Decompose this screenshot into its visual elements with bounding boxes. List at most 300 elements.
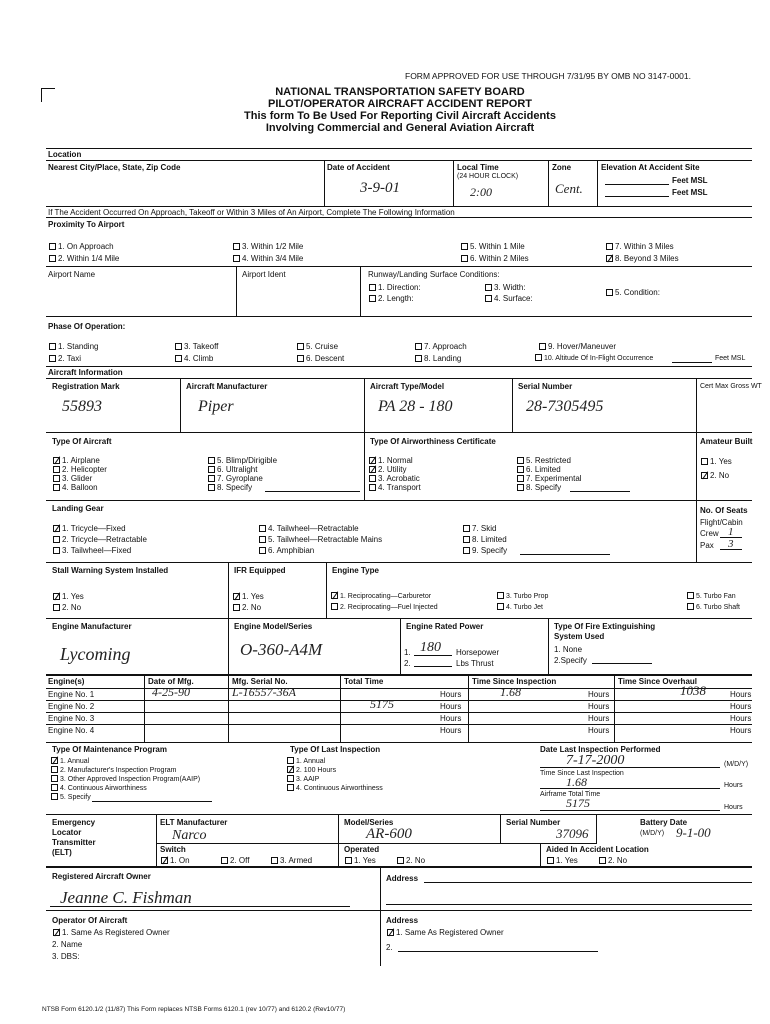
runway-width[interactable]: [484, 283, 526, 292]
airworthiness-2-label: 2. Utility: [378, 465, 407, 474]
divider: [540, 843, 541, 866]
runway-width-label: 3. Width:: [494, 283, 526, 292]
gear-6[interactable]: [258, 546, 314, 555]
proximity-option-3[interactable]: [232, 242, 303, 251]
operated-yes-label: 1. Yes: [354, 856, 376, 865]
rule: [46, 674, 752, 676]
operated-no[interactable]: [396, 856, 425, 865]
maint-1[interactable]: [50, 757, 89, 766]
engine-type-4-label: 4. Turbo Jet: [506, 604, 543, 611]
checkbox-icon: [497, 603, 504, 610]
amateur-yes[interactable]: [700, 457, 732, 466]
aircraft-type-3[interactable]: [52, 474, 92, 483]
maint-3-label: 3. Other Approved Inspection Program(AAIP): [60, 776, 201, 783]
local-time-value[interactable]: 2:00: [470, 185, 492, 199]
aircraft-type-5[interactable]: [207, 456, 277, 465]
gear-4[interactable]: [258, 524, 359, 533]
rule: [424, 882, 752, 883]
engine-1-insp[interactable]: 1.68: [500, 685, 521, 699]
checkbox-checked-icon: [387, 929, 394, 936]
checkbox-checked-icon: [161, 857, 168, 864]
checkbox-icon: [49, 343, 56, 350]
aided-no-label: 2. No: [608, 856, 628, 865]
feet-msl-2: Feet MSL: [672, 188, 708, 197]
aircraft-type-3-label: 3. Glider: [62, 474, 93, 483]
phase-option-7[interactable]: [414, 342, 467, 351]
date-last-inspection-value[interactable]: 7-17-2000: [566, 753, 625, 768]
phase-option-4-label: 4. Climb: [184, 354, 214, 363]
rule: [46, 266, 752, 267]
rule: [265, 491, 360, 492]
engine-row-4: Engine No. 4: [48, 726, 95, 735]
checkbox-checked-icon: [287, 766, 294, 773]
aided-yes[interactable]: [546, 856, 578, 865]
rule: [605, 184, 669, 185]
engine-type-3[interactable]: [496, 592, 548, 601]
airport-name-label: Airport Name: [48, 270, 96, 279]
checkbox-icon: [701, 458, 708, 465]
phase-option-10[interactable]: [534, 354, 653, 363]
fire-ext-label-1: Type Of Fire Extinguishing: [554, 622, 656, 631]
amateur-built-label: Amateur Built: [700, 437, 753, 446]
checkbox-checked-icon: [331, 592, 338, 599]
proximity-option-1[interactable]: [48, 242, 114, 251]
checkbox-icon: [53, 547, 60, 554]
aircraft-type-2-label: 2. Helicopter: [62, 465, 107, 474]
proximity-option-5-label: 5. Within 1 Mile: [470, 242, 525, 251]
engine-type-6-label: 6. Turbo Shaft: [696, 604, 740, 611]
proximity-option-1-label: 1. On Approach: [58, 242, 114, 251]
corner-mark: [41, 88, 42, 102]
phase-option-10-label: 10. Altitude Of In-Flight Occurrence: [544, 355, 654, 362]
airport-ident-label: Airport Ident: [242, 270, 286, 279]
phase-option-4[interactable]: [174, 354, 213, 363]
phase-option-3[interactable]: [174, 342, 218, 351]
airworthiness-7-label: 7. Experimental: [526, 474, 582, 483]
form-approved-notice: FORM APPROVED FOR USE THROUGH 7/31/95 BY OMB NO 3147-0001.: [405, 71, 691, 81]
phase-option-1[interactable]: [48, 342, 98, 351]
switch-off[interactable]: [220, 856, 249, 865]
hours-2b: Hours: [588, 702, 610, 711]
battery-date-label: Battery Date: [640, 818, 688, 827]
engine-1-serial[interactable]: L-16557-36A: [232, 685, 296, 699]
checkbox-icon: [415, 343, 422, 350]
airworthiness-1[interactable]: [368, 456, 413, 465]
power-index-1: 1.: [404, 648, 411, 657]
phase-option-9-label: 9. Hover/Maneuver: [548, 342, 617, 351]
checkbox-icon: [687, 592, 694, 599]
rule: [672, 362, 712, 363]
proximity-option-7[interactable]: [605, 242, 674, 251]
time-since-inspection-header: Time Since Inspection: [472, 677, 557, 686]
phase-option-2-label: 2. Taxi: [58, 354, 81, 363]
fire-ext-none[interactable]: 1. None: [554, 645, 583, 654]
elt-label-4: (ELT): [52, 848, 72, 857]
elt-label-3: Transmitter: [52, 838, 96, 847]
elt-serial-label: Serial Number: [506, 818, 561, 827]
crew-label: Crew: [700, 529, 719, 538]
rule: [50, 906, 350, 907]
checkbox-icon: [547, 857, 554, 864]
serial-number-value[interactable]: 28-7305495: [526, 398, 604, 415]
airworthiness-8[interactable]: [516, 483, 561, 492]
checkbox-icon: [221, 857, 228, 864]
time-since-last-inspection-value[interactable]: 1.68: [566, 775, 587, 789]
airworthiness-2[interactable]: [368, 465, 406, 474]
engine-type-6[interactable]: [686, 603, 740, 612]
checkbox-icon: [233, 604, 240, 611]
form-footer: NTSB Form 6120.1/2 (11/87) This Form replaces NTSB Forms 6120.1 (rev 10/77) and 6120.2 (Rev10/77): [42, 1006, 346, 1013]
engine-type-2[interactable]: [330, 603, 438, 612]
registered-owner-value[interactable]: Jeanne C. Fishman: [60, 888, 192, 907]
checkbox-checked-icon: [701, 472, 708, 479]
airworthiness-1-label: 1. Normal: [378, 456, 413, 465]
runway-direction[interactable]: [368, 283, 421, 292]
owner-address-label: Address: [386, 874, 419, 883]
airframe-total-label: Airframe Total Time: [540, 791, 601, 798]
checkbox-icon: [517, 457, 524, 464]
divider: [364, 378, 365, 432]
seats-sub: Flight/Cabin: [700, 518, 743, 527]
aircraft-manufacturer-value[interactable]: Piper: [198, 398, 234, 415]
last-insp-4[interactable]: [286, 784, 383, 793]
maintenance-program-label: Type Of Maintenance Program: [52, 745, 167, 754]
airframe-total-value[interactable]: 5175: [566, 796, 590, 810]
date-of-accident-value[interactable]: 3-9-01: [360, 180, 400, 196]
checkbox-icon: [606, 289, 613, 296]
elt-model-label: Model/Series: [344, 818, 394, 827]
time-since-last-inspection-label: Time Since Last Inspection: [540, 770, 624, 777]
rule: [46, 618, 752, 619]
ifr-yes-label: 1. Yes: [242, 592, 264, 601]
aircraft-type-6-label: 6. Ultralight: [217, 465, 258, 474]
airworthiness-5-label: 5. Restricted: [526, 456, 571, 465]
divider: [380, 910, 381, 966]
checkbox-icon: [461, 255, 468, 262]
checkbox-icon: [369, 295, 376, 302]
operated-yes[interactable]: [344, 856, 376, 865]
rule: [605, 196, 669, 197]
checkbox-icon: [49, 355, 56, 362]
rule: [398, 951, 598, 952]
stall-no[interactable]: [52, 603, 81, 612]
maint-1-label: 1. Annual: [60, 758, 90, 765]
checkbox-icon: [53, 466, 60, 473]
proximity-option-7-label: 7. Within 3 Miles: [615, 242, 674, 251]
gear-9[interactable]: [462, 546, 507, 555]
operator-dbs[interactable]: 3. DBS:: [52, 952, 80, 961]
aircraft-type-1[interactable]: [52, 456, 100, 465]
gear-2[interactable]: [52, 535, 147, 544]
aircraft-type-6[interactable]: [207, 465, 257, 474]
runway-length[interactable]: [368, 294, 414, 303]
seats-label: No. Of Seats: [700, 506, 748, 515]
checkbox-icon: [208, 457, 215, 464]
checkbox-icon: [49, 255, 56, 262]
checkbox-icon: [485, 284, 492, 291]
checkbox-icon: [175, 343, 182, 350]
aircraft-model-value[interactable]: PA 28 - 180: [378, 398, 453, 415]
pax-value[interactable]: 3: [728, 538, 734, 550]
hours-2c: Hours: [730, 702, 752, 711]
ifr-yes[interactable]: [232, 592, 264, 601]
stall-yes[interactable]: [52, 592, 84, 601]
divider: [548, 618, 549, 674]
stall-no-label: 2. No: [62, 603, 82, 612]
checkbox-icon: [53, 604, 60, 611]
rule: [540, 767, 720, 768]
registration-label: Registration Mark: [52, 382, 120, 391]
operator-same[interactable]: [52, 928, 170, 937]
runway-surface[interactable]: [484, 294, 533, 303]
elt-label-2: Locator: [52, 828, 82, 837]
divider: [338, 814, 339, 866]
gear-1[interactable]: [52, 524, 126, 533]
phase-feet-msl: Feet MSL: [715, 355, 746, 362]
hours-4c: Hours: [730, 726, 752, 735]
runway-label: Runway/Landing Surface Conditions:: [368, 270, 500, 279]
divider: [500, 814, 501, 844]
rule: [46, 432, 752, 433]
aircraft-type-4[interactable]: [52, 483, 98, 492]
airworthiness-4[interactable]: [368, 483, 421, 492]
checkbox-icon: [599, 857, 606, 864]
maint-3[interactable]: [50, 775, 200, 784]
hours-airframe-label: Hours: [724, 804, 743, 811]
local-time-sub: (24 HOUR CLOCK): [457, 173, 519, 180]
switch-on[interactable]: [160, 856, 190, 865]
last-insp-2[interactable]: [286, 766, 336, 775]
engine-1-date[interactable]: 4-25-90: [152, 685, 190, 699]
phase-option-5[interactable]: [296, 342, 338, 351]
checkbox-checked-icon: [53, 525, 60, 532]
engine-type-5-label: 5. Turbo Fan: [696, 593, 736, 600]
checkbox-icon: [606, 243, 613, 250]
rule: [46, 562, 752, 563]
checkbox-icon: [233, 255, 240, 262]
gear-4-label: 4. Tailwheel—Retractable: [268, 524, 359, 533]
hours-2a: Hours: [440, 702, 462, 711]
rule: [520, 554, 610, 555]
checkbox-icon: [687, 603, 694, 610]
engines-header: Engine(s): [48, 677, 85, 686]
phase-option-6-label: 6. Descent: [306, 354, 345, 363]
divider: [597, 160, 598, 206]
checkbox-icon: [53, 484, 60, 491]
proximity-option-4[interactable]: [232, 254, 303, 263]
proximity-option-6-label: 6. Within 2 Miles: [470, 254, 529, 263]
gear-8[interactable]: [462, 535, 507, 544]
checkbox-icon: [51, 766, 58, 773]
phase-option-9[interactable]: [538, 342, 616, 351]
checkbox-icon: [287, 784, 294, 791]
proximity-option-5[interactable]: [460, 242, 525, 251]
rule: [46, 712, 752, 713]
engine-manufacturer-label: Engine Manufacturer: [52, 622, 132, 631]
section-aircraft: Aircraft Information: [48, 368, 123, 377]
checkbox-icon: [297, 355, 304, 362]
aircraft-type-7[interactable]: [207, 474, 263, 483]
phase-option-8[interactable]: [414, 354, 461, 363]
elt-manufacturer-value[interactable]: Narco: [172, 828, 207, 843]
switch-label: Switch: [160, 845, 186, 854]
proximity-option-3-label: 3. Within 1/2 Mile: [242, 242, 304, 251]
rule: [386, 904, 752, 905]
engine-type-3-label: 3. Turbo Prop: [506, 593, 549, 600]
maint-4-label: 4. Continuous Airworthiness: [60, 785, 147, 792]
maint-5[interactable]: [50, 793, 91, 802]
airworthiness-6[interactable]: [516, 465, 561, 474]
title-line-3: This form To Be Used For Reporting Civil Aircraft Accidents: [244, 110, 556, 122]
rule: [92, 801, 212, 802]
fire-ext-specify[interactable]: 2.Specify: [554, 656, 587, 665]
operator-address-2[interactable]: 2.: [386, 943, 393, 952]
ifr-label: IFR Equipped: [234, 566, 286, 575]
mdy-label: (M/D/Y): [724, 761, 749, 768]
gear-7[interactable]: [462, 524, 496, 533]
rule: [570, 491, 630, 492]
divider: [548, 160, 549, 206]
gear-5-label: 5. Tailwheel—Retractable Mains: [268, 535, 383, 544]
last-insp-3[interactable]: [286, 775, 319, 784]
elt-serial-value[interactable]: 37096: [556, 826, 589, 841]
maint-2[interactable]: [50, 766, 177, 775]
engine-1-overhaul[interactable]: 1038: [680, 683, 706, 698]
checkbox-icon: [175, 355, 182, 362]
form-title: [160, 86, 640, 134]
engine-2-total[interactable]: 5175: [370, 697, 394, 711]
aided-no[interactable]: [598, 856, 627, 865]
checkbox-icon: [53, 536, 60, 543]
last-insp-3-label: 3. AAIP: [296, 776, 320, 783]
aircraft-type-8[interactable]: [207, 483, 252, 492]
checkbox-icon: [331, 603, 338, 610]
checkbox-icon: [287, 775, 294, 782]
pax-label: Pax: [700, 541, 714, 550]
aircraft-type-2[interactable]: [52, 465, 107, 474]
divider: [696, 500, 697, 562]
runway-condition[interactable]: [605, 288, 660, 297]
hours-3b: Hours: [588, 714, 610, 723]
operator-label: Operator Of Aircraft: [52, 916, 128, 925]
phase-option-7-label: 7. Approach: [424, 342, 467, 351]
crew-value[interactable]: 1: [728, 526, 734, 538]
switch-armed[interactable]: [270, 856, 312, 865]
phase-option-1-label: 1. Standing: [58, 342, 99, 351]
airworthiness-8-label: 8. Specify: [526, 483, 562, 492]
engine-type-5[interactable]: [686, 592, 736, 601]
checkbox-icon: [51, 793, 58, 800]
operator-address-same[interactable]: [386, 928, 504, 937]
divider: [512, 378, 513, 432]
hours-1a: Hours: [440, 690, 462, 699]
divider: [468, 674, 469, 742]
last-insp-1-label: 1. Annual: [296, 758, 326, 765]
engine-type-1[interactable]: [330, 592, 431, 601]
operator-name[interactable]: 2. Name: [52, 940, 83, 949]
checkbox-icon: [517, 475, 524, 482]
divider: [360, 266, 361, 316]
rule: [46, 500, 752, 501]
checkbox-checked-icon: [369, 466, 376, 473]
phase-option-6[interactable]: [296, 354, 344, 363]
checkbox-icon: [297, 343, 304, 350]
title-line-1: NATIONAL TRANSPORTATION SAFETY BOARD: [275, 86, 525, 98]
zone-value[interactable]: Cent.: [555, 181, 583, 196]
amateur-no[interactable]: [700, 471, 729, 480]
engine-type-1-label: 1. Reciprocating—Carburetor: [340, 593, 432, 600]
rule: [46, 724, 752, 725]
checkbox-icon: [259, 547, 266, 554]
date-last-inspection-label: Date Last Inspection Performed: [540, 745, 661, 754]
ifr-no-label: 2. No: [242, 603, 262, 612]
gear-5[interactable]: [258, 535, 382, 544]
engine-rated-power-label: Engine Rated Power: [406, 622, 484, 631]
checkbox-checked-icon: [606, 255, 613, 262]
proximity-option-2[interactable]: [48, 254, 119, 263]
runway-condition-label: 5. Condition:: [615, 288, 660, 297]
proximity-option-6[interactable]: [460, 254, 529, 263]
rule: [414, 666, 452, 667]
engine-type-label: Engine Type: [332, 566, 379, 575]
checkbox-icon: [461, 243, 468, 250]
engine-manufacturer-value[interactable]: Lycoming: [60, 644, 131, 664]
divider: [236, 266, 237, 316]
engine-model-value[interactable]: O-360-A4M: [240, 640, 323, 659]
ifr-no[interactable]: [232, 603, 261, 612]
engine-row-3: Engine No. 3: [48, 714, 95, 723]
checkbox-icon: [463, 547, 470, 554]
phase-option-3-label: 3. Takeoff: [184, 342, 219, 351]
aircraft-type-1-label: 1. Airplane: [62, 456, 100, 465]
checkbox-icon: [415, 355, 422, 362]
elt-model-value[interactable]: AR-600: [366, 826, 412, 842]
gear-3-label: 3. Tailwheel—Fixed: [62, 546, 132, 555]
amateur-no-label: 2. No: [710, 471, 730, 480]
maint-4[interactable]: [50, 784, 147, 793]
rule: [46, 742, 752, 743]
gear-3[interactable]: [52, 546, 131, 555]
divider: [596, 814, 597, 844]
aided-label: Aided In Accident Location: [546, 845, 649, 854]
corner-mark-top: [41, 88, 55, 89]
checkbox-icon: [208, 484, 215, 491]
divider: [614, 674, 615, 742]
engine-type-2-label: 2. Reciprocating—Fuel Injected: [340, 604, 438, 611]
rule: [540, 810, 720, 811]
aircraft-type-4-label: 4. Balloon: [62, 483, 98, 492]
checkbox-icon: [369, 475, 376, 482]
airworthiness-7[interactable]: [516, 474, 582, 483]
phase-option-2[interactable]: [48, 354, 81, 363]
airworthiness-3[interactable]: [368, 474, 420, 483]
hours-4b: Hours: [588, 726, 610, 735]
battery-date-value[interactable]: 9-1-00: [676, 825, 711, 840]
engine-type-4[interactable]: [496, 603, 543, 612]
registered-owner-label: Registered Aircraft Owner: [52, 872, 151, 881]
checkbox-icon: [259, 536, 266, 543]
checkbox-icon: [51, 775, 58, 782]
feet-msl-1: Feet MSL: [672, 176, 708, 185]
engine-row-1: Engine No. 1: [48, 690, 95, 699]
hours-4a: Hours: [440, 726, 462, 735]
checkbox-icon: [517, 466, 524, 473]
airworthiness-5[interactable]: [516, 456, 571, 465]
last-insp-2-label: 2. 100 Hours: [296, 767, 337, 774]
engine-power-value[interactable]: 180: [420, 640, 441, 655]
proximity-option-8[interactable]: [605, 254, 679, 263]
registration-value[interactable]: 55893: [62, 398, 102, 415]
